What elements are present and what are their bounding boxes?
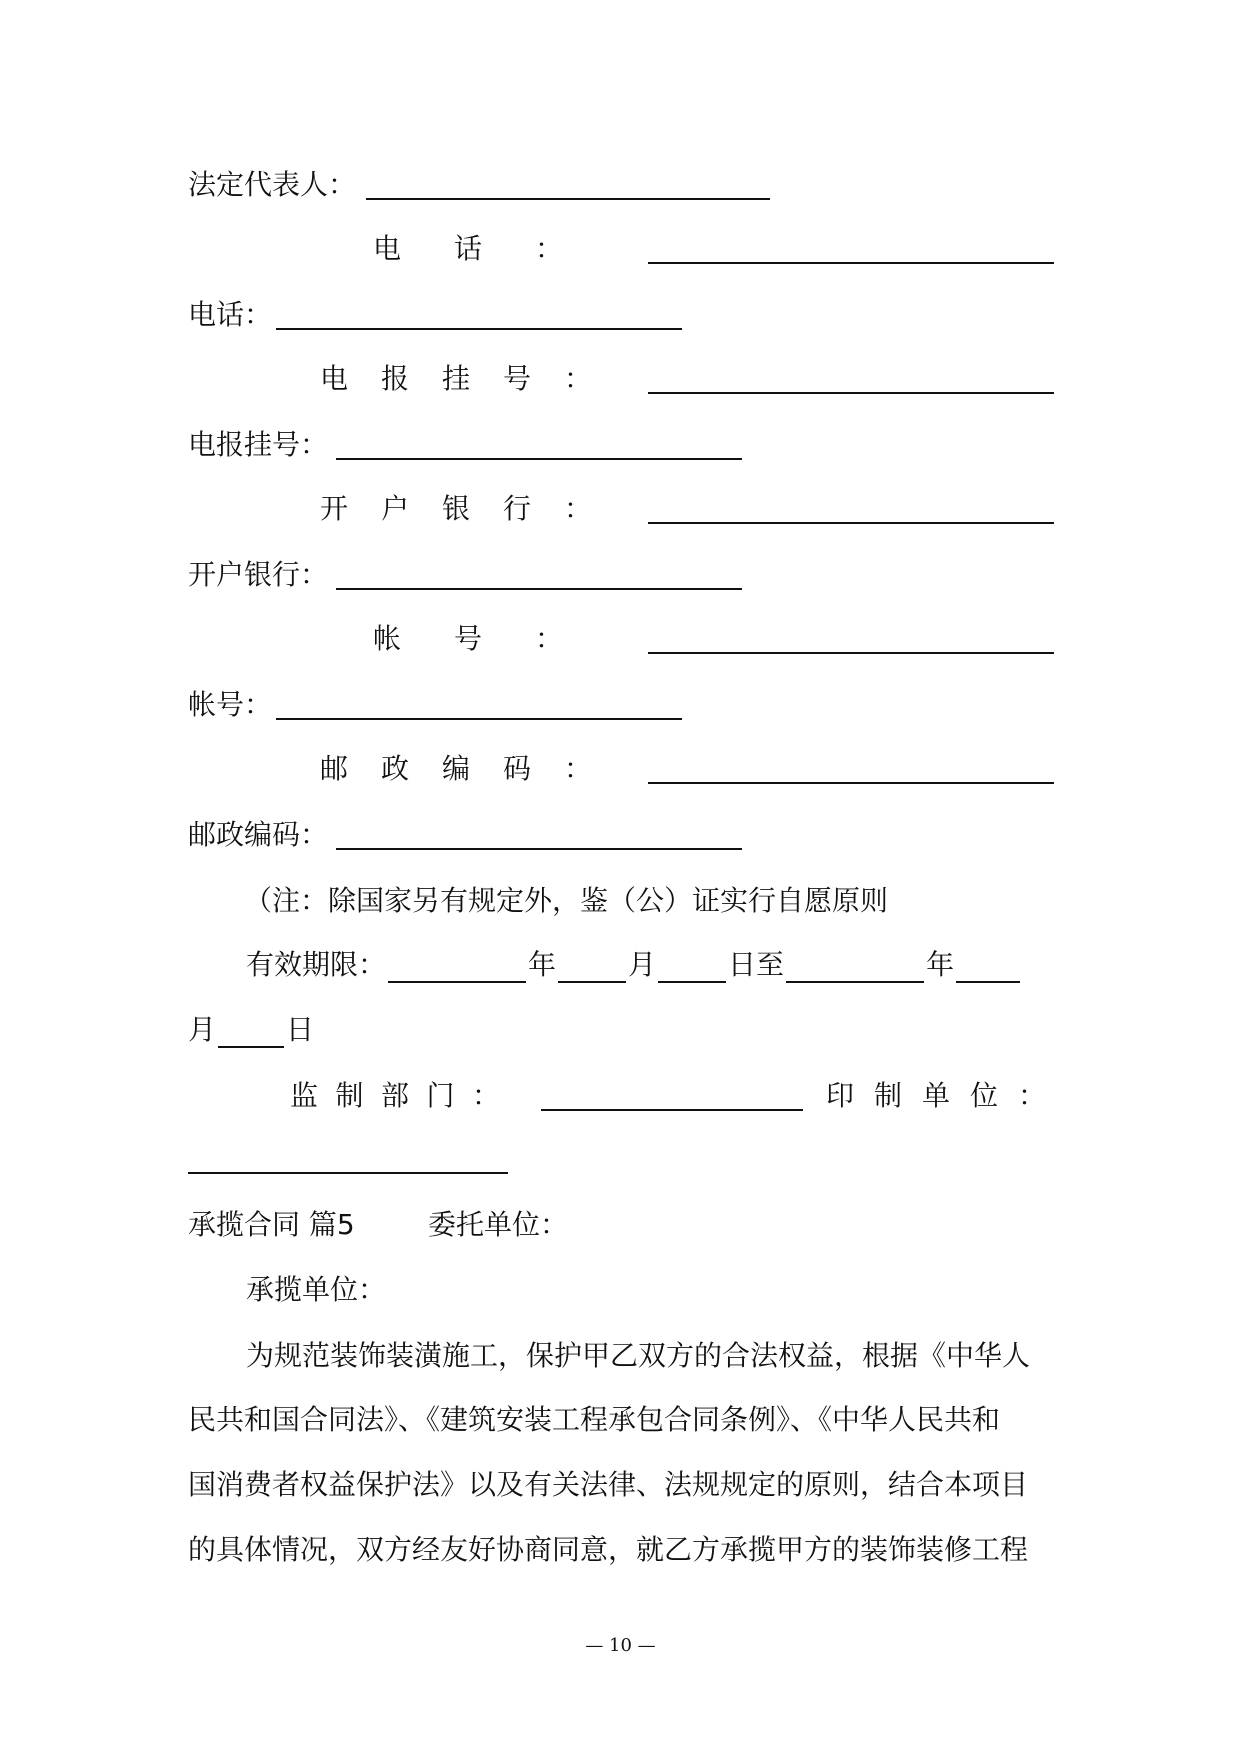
year-label: 年 [528,948,557,981]
spread-char: ： [563,362,592,395]
spread-char: 码 [502,752,531,785]
month-label: 月 [628,948,657,981]
spread-char: 行 [502,492,531,525]
spread-char: ： [1017,1079,1046,1112]
spread-char: 编 [441,752,470,785]
validity-line-2 [188,1012,314,1048]
client-label: 委托单位： [428,1208,569,1241]
note-text: （注：除国家另有规定外，鉴（公）证实行自愿原则 [244,884,889,917]
phone-spread-label [373,231,563,267]
print-field[interactable] [188,1172,508,1174]
spread-char: 号 [453,622,482,655]
spread-char: ： [534,232,563,265]
validity-label: 有效期限： [246,948,387,981]
spread-char: 挂 [441,362,470,395]
bank-label: 开户银行： [188,558,329,591]
validity-day-start-field[interactable] [658,953,726,983]
bank-field-1[interactable] [648,522,1054,524]
telegram-field-2[interactable] [336,458,742,460]
postal-label: 邮政编码： [188,818,329,851]
validity-year-start-field[interactable] [388,953,526,983]
postal-field-2[interactable] [336,848,742,850]
spread-char: 电 [320,362,349,395]
spread-char: 政 [380,752,409,785]
day-to-label: 日至 [728,948,785,981]
spread-char: ： [534,622,563,655]
paragraph-line: 国消费者权益保护法》以及有关法律、法规规定的原则，结合本项目 [188,1468,1029,1501]
supervise-spread-label [290,1078,500,1114]
print-spread-label [826,1078,1046,1114]
account-label: 帐号： [188,688,273,721]
phone-label: 电话： [188,298,273,331]
paragraph-line: 民共和国合同法》、《建筑安装工程承包合同条例》、《中华人民共和 [188,1403,1001,1436]
phone-field-2[interactable] [276,328,682,330]
spread-char: 邮 [320,752,349,785]
validity-month-end-field[interactable] [956,953,1020,983]
supervise-field[interactable] [541,1109,803,1111]
page-number: — 10 — [585,1635,656,1656]
spread-char: 报 [380,362,409,395]
spread-char: 户 [380,492,409,525]
spread-char: 银 [441,492,470,525]
paragraph-line: 为规范装饰装潢施工，保护甲乙双方的合法权益，根据《中华人 [246,1339,1031,1372]
spread-char: 印 [826,1079,855,1112]
validity-year-end-field[interactable] [786,953,924,983]
spread-char: 开 [320,492,349,525]
spread-char: 监 [290,1079,319,1112]
validity-month-start-field[interactable] [558,953,626,983]
postal-field-1[interactable] [648,782,1054,784]
day-label: 日 [286,1013,315,1046]
spread-char: 制 [335,1079,364,1112]
spread-char: 部 [380,1079,409,1112]
telegram-label: 电报挂号： [188,428,329,461]
contractor-label: 承揽单位： [246,1273,387,1306]
spread-char: 帐 [373,622,402,655]
spread-char: 制 [873,1079,902,1112]
year-label: 年 [926,948,955,981]
month-label: 月 [188,1013,217,1046]
spread-char: 话 [453,232,482,265]
spread-char: 门 [426,1079,455,1112]
spread-char: 电 [373,232,402,265]
spread-char: 单 [921,1079,950,1112]
account-field-1[interactable] [648,652,1054,654]
spread-char: ： [563,492,592,525]
validity-line [246,947,1022,983]
phone-field-1[interactable] [648,262,1054,264]
validity-day-end-field[interactable] [218,1018,284,1048]
spread-char: 号 [502,362,531,395]
spread-char: ： [563,752,592,785]
spread-char: ： [471,1079,500,1112]
telegram-field-1[interactable] [648,392,1054,394]
legal-rep-label: 法定代表人： [188,168,357,201]
section-title: 承揽合同 篇5 [188,1208,355,1241]
account-field-2[interactable] [276,718,682,720]
bank-spread-label [320,491,592,527]
paragraph-line: 的具体情况，双方经友好协商同意，就乙方承揽甲方的装饰装修工程 [188,1533,1029,1566]
spread-char: 位 [969,1079,998,1112]
telegram-spread-label [320,361,592,397]
bank-field-2[interactable] [336,588,742,590]
legal-rep-field[interactable] [366,198,770,200]
account-spread-label [373,621,563,657]
postal-spread-label [320,751,592,787]
